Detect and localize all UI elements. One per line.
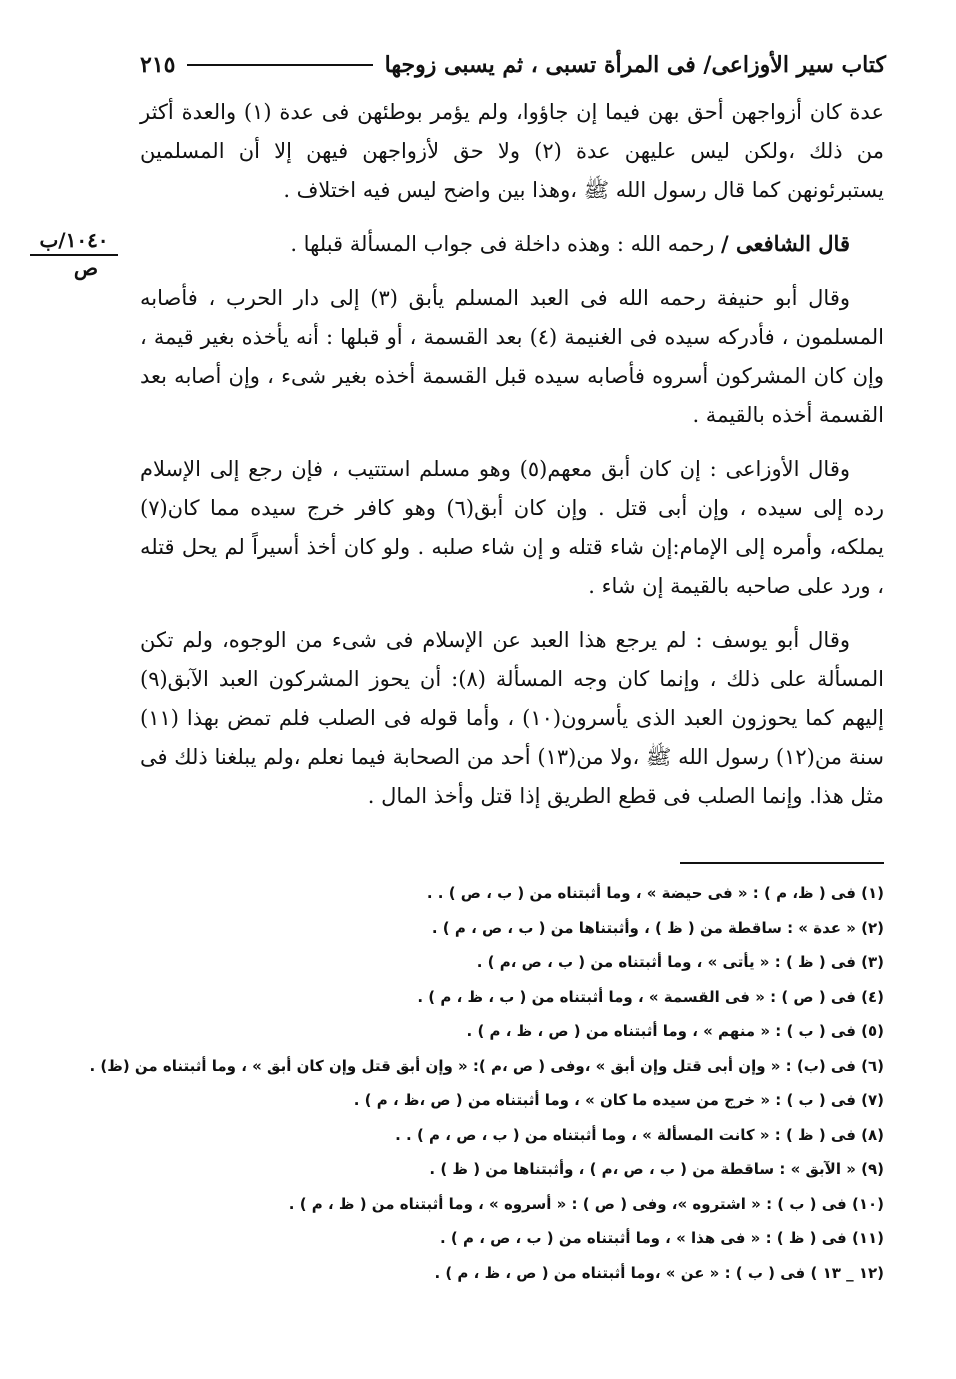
paragraph xyxy=(140,449,884,606)
footnote: (٦) فى (ب) : « وإن أبى قتل وإن أبق » ،وفى ( ص ،م ): « وإن أبق قتل وإن كان أبق » ، وما أثبتناه من (ظ) . xyxy=(89,1056,884,1075)
paragraph-text: وقال أبو حنيفة رحمه الله فى العبد المسلم يأبق (٣) إلى دار الحرب ، فأصابه المسلمون ، فأدركه سيده فى الغنيمة (٤) بعد القسمة ، أو قبلها : أنه يأخذه بغير قيمة ، وإن كان المشركون أسروه فأصابه سيده قبل القسمة أخذه بغير شىء ، وإن أصابه بعد القسمة أخذه بالقيمة . xyxy=(140,286,884,427)
paragraph-speaker: قال الشافعى / xyxy=(720,231,850,256)
paragraph-text: وقال الأوزاعى : إن كان أبق معهم(٥) وهو مسلم استتيب ، فإن رجع إلى الإسلام رده إلى سيده ، وإن أبى قتل . وإن كان أبق(٦) وهو كافر خرج سيده مما كان(٧) يملكه، وأمره إلى الإمام:إن شاء قتله و إن شاء صلبه . ولو كان أخذ أسيراً لم يحل قتله ، ورد على صاحبه بالقيمة إن شاء . xyxy=(140,457,885,598)
margin-note xyxy=(30,228,118,280)
footnote: (٢) « عدة » : ساقطة من ( ظ ) ، وأثبتناها من ( ب ، ص ، م ) . xyxy=(431,918,884,937)
paragraph xyxy=(140,278,884,435)
footnotes xyxy=(89,876,884,1290)
footnote: (١٠) فى ( ب ) : « اشتروه »، وفى ( ص ) : « أسروه » ، وما أثبتناه من ( ظ ، م ) . xyxy=(288,1194,884,1213)
main-text xyxy=(140,92,884,830)
footnote: (١١) فى ( ظ ) : « فى هذا » ، وما أثبتناه من ( ب ، ص ، م ) . xyxy=(440,1229,884,1247)
footnote: (١٢ _ ١٣ ) فى ( ب ) : « عن » ،وما أثبتناه من ( ص ، ظ ، م ) . xyxy=(434,1263,884,1282)
paragraph xyxy=(140,620,884,816)
footnote: (٨) فى ( ظ ) : « كانت المسألة » ، وما أثبتناه من ( ب ، ص ، م ) . . xyxy=(395,1125,884,1144)
paragraph-text: عدة كان أزواجهن أحق بهن فيما إن جاؤوا، ولم يؤمر بوطئهن فى عدة (١) والعدة أكثر من ذلك ،ولكن ليس عليهن عدة (٢) ولا حق لأزواجهن فيهن إلا أن المسلمين يستبرئونهن كما قال رسول الله ﷺ ،وهذا بين واضح ليس فيه اختلاف . xyxy=(140,100,884,202)
paragraph-text: وقال أبو يوسف : لم يرجع هذا العبد عن الإسلام فى شىء من الوجوه، ولم تكن المسألة على ذلك ، وإنما كان وجه المسألة (٨): أن يحوز المشركون العبد الآبق(٩) إليهم كما يحوزون العبد الذى يأسرون(١٠) ، وأما قوله فى الصلب فلم تمض بهذا (١١) سنة من(١٢) رسول الله ﷺ ،ولا من(١٣) أحد من الصحابة فيما نعلم ،ولم يبلغنا ذلك فى مثل هذا. وإنما الصلب فى قطع الطريق إذا قتل وأخذ المال . xyxy=(140,628,884,808)
footnote: (٥) فى ( ب ) : « منهم » ، وما أثبتناه من ( ص ، ظ ، م ) . xyxy=(466,1022,884,1040)
footnote-separator xyxy=(680,862,884,864)
footnote: (١) فى ( ظ، م ) : « فى حيضة » ، وما أثبتناه من ( ب ، ص ) . . xyxy=(426,884,884,902)
paragraph-text: رحمه الله : وهذه داخلة فى جواب المسألة قبلها . xyxy=(290,232,721,256)
footnote: (٩) « الآبق » : ساقطة من ( ب ، ص ،م ) ، وأثبتناها من ( ظ ) . xyxy=(429,1160,884,1178)
footnote: (٤) فى ( ص ) : « فى القسمة » ، وما أثبتناه من ( ب ، ظ ، م ) . xyxy=(417,987,884,1006)
running-header xyxy=(140,45,886,85)
margin-manuscript-sub: ص xyxy=(73,256,98,280)
footnote: (٣) فى ( ظ ) : « يأتى » ، وما أثبتناه من ( ب ، ص ،م ) . xyxy=(476,953,884,971)
paragraph xyxy=(140,224,884,264)
page-number: ٢١٥ xyxy=(140,52,176,78)
header-rule xyxy=(187,64,372,66)
header-title: كتاب سير الأوزاعى/ فى المرأة تسبى ، ثم يسبى زوجها xyxy=(384,52,886,78)
margin-manuscript-ref: ١٠٤٠/ب xyxy=(30,228,118,256)
paragraph xyxy=(140,92,884,210)
footnote: (٧) فى ( ب ) : « خرج من سيده ما كان » ، وما أثبتناه من ( ص ،ظ ، م ) . xyxy=(353,1091,884,1109)
